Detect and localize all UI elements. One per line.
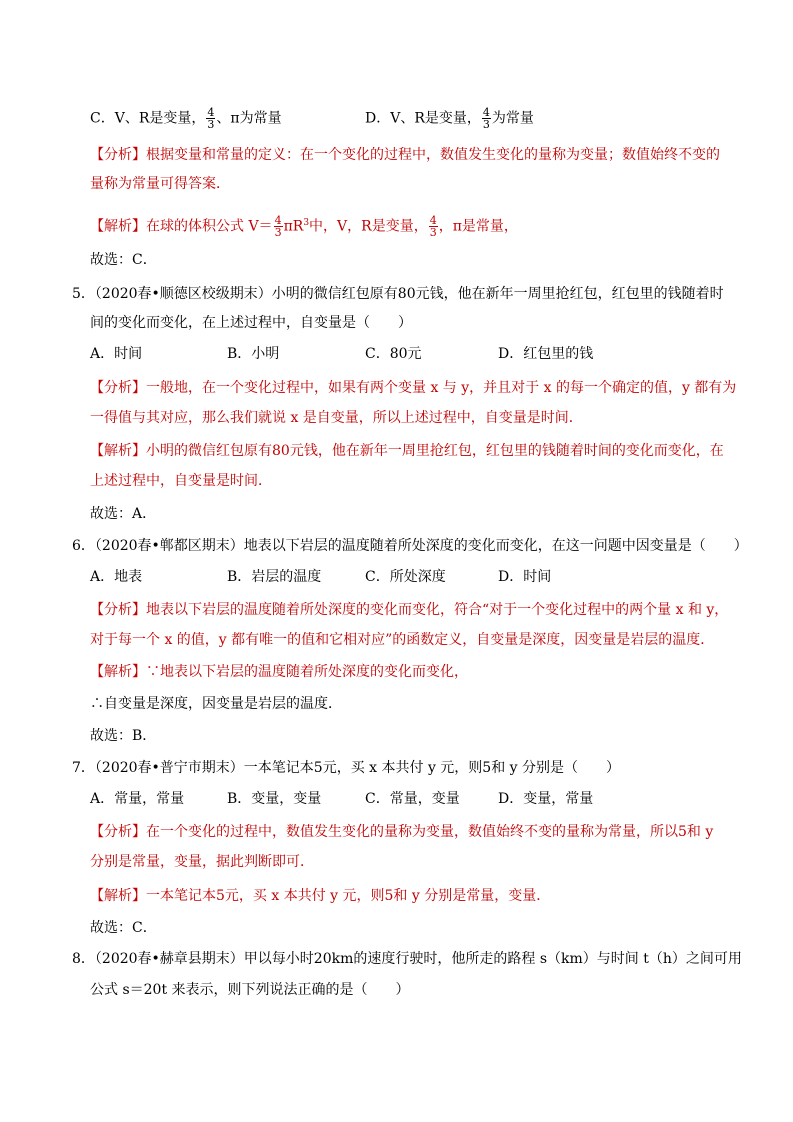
q5-option-a: A．时间 [90,346,143,362]
q6-option-b: B．岩层的温度 [227,569,322,585]
q6-analysis-line-1: 【分析】地表以下岩层的温度随着所处深度的变化而变化，符合“对于一个变化过程中的两个量 x 和 y， [90,602,729,618]
q6-answer: 故选：B． [90,728,157,744]
q7-analysis-line-2: 分别是常量，变量，据此判断即可． [90,854,314,870]
q6-option-c: C．所处深度 [365,569,446,585]
q6-solution-line-1: 【解析】∵地表以下岩层的温度随着所处深度的变化而变化， [90,664,468,680]
analysis-tag: 【分析】 [90,147,146,163]
q7-option-a: A．常量，常量 [90,791,185,807]
q4-option-c-pre: C．V、R是变量， [90,110,206,127]
q5-solution-line-1: 【解析】小明的微信红包原有80元钱，他在新年一周里抢红包，红包里的钱随着时间的变化而变化，在 [90,443,724,459]
q7-option-d: D．变量，常量 [498,791,594,807]
q5-option-c: C．80元 [365,346,422,362]
solution-tag: 【解析】 [90,664,146,680]
q5-stem-line-2: 间的变化而变化，在上述过程中，自变量是（ ） [90,315,412,331]
q6-option-d: D．时间 [498,569,552,585]
solution-tag: 【解析】 [90,218,146,235]
analysis-tag: 【分析】 [90,602,146,618]
solution-tag: 【解析】 [90,443,146,459]
q5-analysis-line-1: 【分析】一般地，在一个变化过程中，如果有两个变量 x 与 y，并且对于 x 的每一个确定的值，y 都有为 [90,380,737,396]
q7-stem: 7．（2020春•普宁市期末）一本笔记本5元，买 x 本共付 y 元，则5和 y 分别是（ ） [72,760,621,776]
fraction: $\frac{4}{3}$ [207,106,215,131]
fraction: $\frac{4}{3}$ [274,214,282,240]
q4-solution: 【解析】在球的体积公式 V＝ $\frac{4}{3}$ $\pi R^3$中，V，R是变量， $\frac{4}{3}$ ，π是常量， [90,214,518,240]
q6-option-a: A．地表 [90,569,143,585]
q7-analysis-line-1: 【分析】在一个变化的过程中，数值发生变化的量称为变量，数值始终不变的量称为常量，所以5和 y [90,824,714,840]
q4-option-d-post: 为常量 [491,110,534,127]
q5-analysis-line-2: 一得值与其对应，那么我们就说 x 是自变量，所以上述过程中，自变量是时间． [90,410,583,426]
fraction: $\frac{4}{3}$ [429,214,437,240]
q5-solution-line-2: 上述过程中，自变量是时间． [90,473,272,489]
analysis-tag: 【分析】 [90,824,146,840]
q7-answer: 故选：C． [90,920,157,936]
q5-stem-line-1: 5．（2020春•顺德区校级期末）小明的微信红包原有80元钱，他在新年一周里抢红包，红包里的钱随着时 [72,286,724,302]
q4-analysis-line-1: 【分析】根据变量和常量的定义：在一个变化的过程中，数值发生变化的量称为变量；数值始终不变的 [90,147,720,163]
q6-solution-line-2: ∴自变量是深度，因变量是岩层的温度． [90,696,342,712]
q7-option-c: C．常量，变量 [365,791,460,807]
q5-option-d: D．红包里的钱 [498,346,594,362]
q5-answer: 故选：A． [90,506,157,522]
q7-solution: 【解析】一本笔记本5元，买 x 本共付 y 元，则5和 y 分别是常量，变量． [90,888,551,904]
q5-option-b: B．小明 [227,346,280,362]
analysis-tag: 【分析】 [90,380,146,396]
q4-answer: 故选：C． [90,252,157,268]
q4-option-d-pre: D．V、R是变量， [365,110,481,127]
q4-analysis-line-2: 量称为常量可得答案． [90,176,230,192]
q4-option-c-post: 、π为常量 [216,110,282,127]
q4-option-d [365,107,534,130]
q8-stem-line-1: 8．（2020春•赫章县期末）甲以每小时20km的速度行驶时，他所走的路程 s（km）与时间 t（h）之间可用 [72,951,742,967]
solution-tag: 【解析】 [90,888,146,904]
q6-analysis-line-2: 对于每一个 x 的值，y 都有唯一的值和它相对应”的函数定义，自变量是深度，因变量是岩层的温度． [90,632,715,648]
fraction: $\frac{4}{3}$ [482,106,490,131]
q6-stem: 6．（2020春•郸都区期末）地表以下岩层的温度随着所处深度的变化而变化，在这一问题中因变量是（ ） [72,538,748,554]
q4-option-c [90,107,282,130]
q7-option-b: B．变量，变量 [227,791,322,807]
q8-stem-line-2: 公式 s＝20t 来表示，则下列说法正确的是（ ） [90,982,410,998]
